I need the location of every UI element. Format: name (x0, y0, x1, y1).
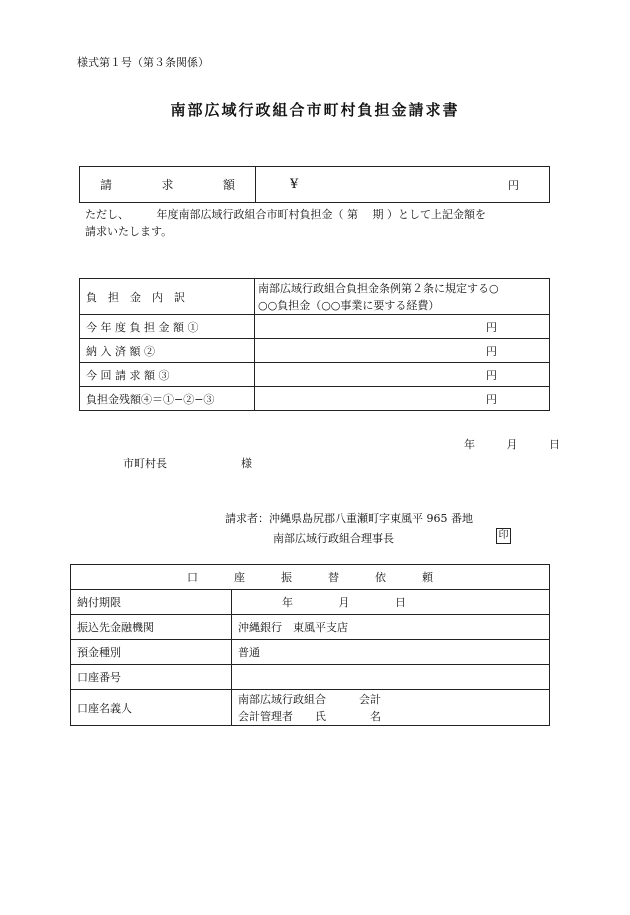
addressee-honorific: 様 (241, 457, 252, 470)
row-label: 納 入 済 額 ② (80, 339, 255, 363)
row-label: 預金種別 (71, 640, 232, 665)
claim-note-line1: ただし、 年度南部広域行政組合市町村負担金（ 第 期 ）として上記金額を (85, 208, 486, 221)
claim-amount-value[interactable] (256, 167, 550, 203)
date-day: 日 (549, 438, 560, 451)
row-label: 今 年 度 負 担 金 額 ① (80, 315, 255, 339)
header-char: 依 (375, 571, 386, 584)
table-row (80, 315, 550, 339)
header-char: 替 (328, 571, 339, 584)
form-number: 様式第１号（第３条関係） (77, 56, 209, 69)
due-month: 月 (338, 596, 350, 609)
table-row (80, 387, 550, 411)
row-amount[interactable]: 円 (255, 363, 550, 387)
document-title: 南部広域行政組合市町村負担金請求書 (170, 101, 460, 119)
claimant-address: 請求者：沖縄県島尻郡八重瀬町字東風平 965 番地 (225, 512, 473, 525)
row-label: 今 回 請 求 額 ③ (80, 363, 255, 387)
due-date-value[interactable] (232, 590, 550, 615)
transfer-header-row (71, 565, 550, 590)
row-amount[interactable]: 円 (255, 315, 550, 339)
claim-amount-row (80, 167, 550, 203)
claim-label-char: 請 (100, 178, 113, 192)
claim-note-line2: 請求いたします。 (85, 225, 173, 238)
header-char: 座 (234, 571, 245, 584)
date-month: 月 (506, 438, 518, 451)
holder-line2: 会計管理者 氏 名 (238, 709, 381, 723)
holder-line1: 南部広域行政組合 会計 (238, 692, 381, 706)
transfer-header (71, 565, 550, 590)
due-day: 日 (395, 596, 406, 609)
request-date (464, 436, 560, 452)
claimant-title: 南部広域行政組合理事長 (273, 532, 394, 545)
account-number-value[interactable] (232, 665, 550, 690)
header-char: 頼 (422, 571, 433, 584)
claim-amount-label (80, 167, 256, 203)
table-row (71, 665, 550, 690)
addressee (123, 455, 252, 471)
yen-unit: 円 (508, 179, 519, 192)
header-char: 口 (187, 571, 198, 584)
table-row (80, 363, 550, 387)
row-amount[interactable]: 円 (255, 339, 550, 363)
seal-box: 印 (496, 528, 511, 544)
breakdown-header-label: 負 担 金 内 訳 (80, 279, 255, 315)
date-year: 年 (464, 438, 475, 451)
bank-value[interactable]: 沖縄銀行 東風平支店 (232, 615, 550, 640)
breakdown-header-desc (255, 279, 550, 315)
header-char: 振 (281, 571, 292, 584)
row-label: 口座番号 (71, 665, 232, 690)
breakdown-desc-line2: ○○負担金（○○事業に要する経費） (258, 298, 440, 312)
row-label: 納付期限 (71, 590, 232, 615)
table-row (71, 590, 550, 615)
table-row (80, 339, 550, 363)
transfer-request-table (70, 564, 550, 726)
row-label: 振込先金融機関 (71, 615, 232, 640)
due-year: 年 (282, 596, 293, 609)
row-amount[interactable]: 円 (255, 387, 550, 411)
claim-label-char: 額 (222, 178, 235, 192)
row-label: 負担金残額④＝①−②−③ (80, 387, 255, 411)
table-row (71, 615, 550, 640)
addressee-name: 市町村長 (123, 457, 167, 470)
account-holder-value[interactable] (232, 690, 550, 726)
claim-note (85, 206, 555, 240)
table-row (71, 640, 550, 665)
breakdown-table (79, 278, 550, 411)
row-label: 口座名義人 (71, 690, 232, 726)
claim-amount-table (79, 166, 550, 203)
table-row (71, 690, 550, 726)
deposit-type-value[interactable]: 普通 (232, 640, 550, 665)
breakdown-header-row (80, 279, 550, 315)
yen-symbol: ¥ (290, 177, 299, 192)
breakdown-desc-line1: 南部広域行政組合負担金条例第２条に規定する○ (258, 281, 499, 295)
claim-label-char: 求 (161, 178, 174, 192)
